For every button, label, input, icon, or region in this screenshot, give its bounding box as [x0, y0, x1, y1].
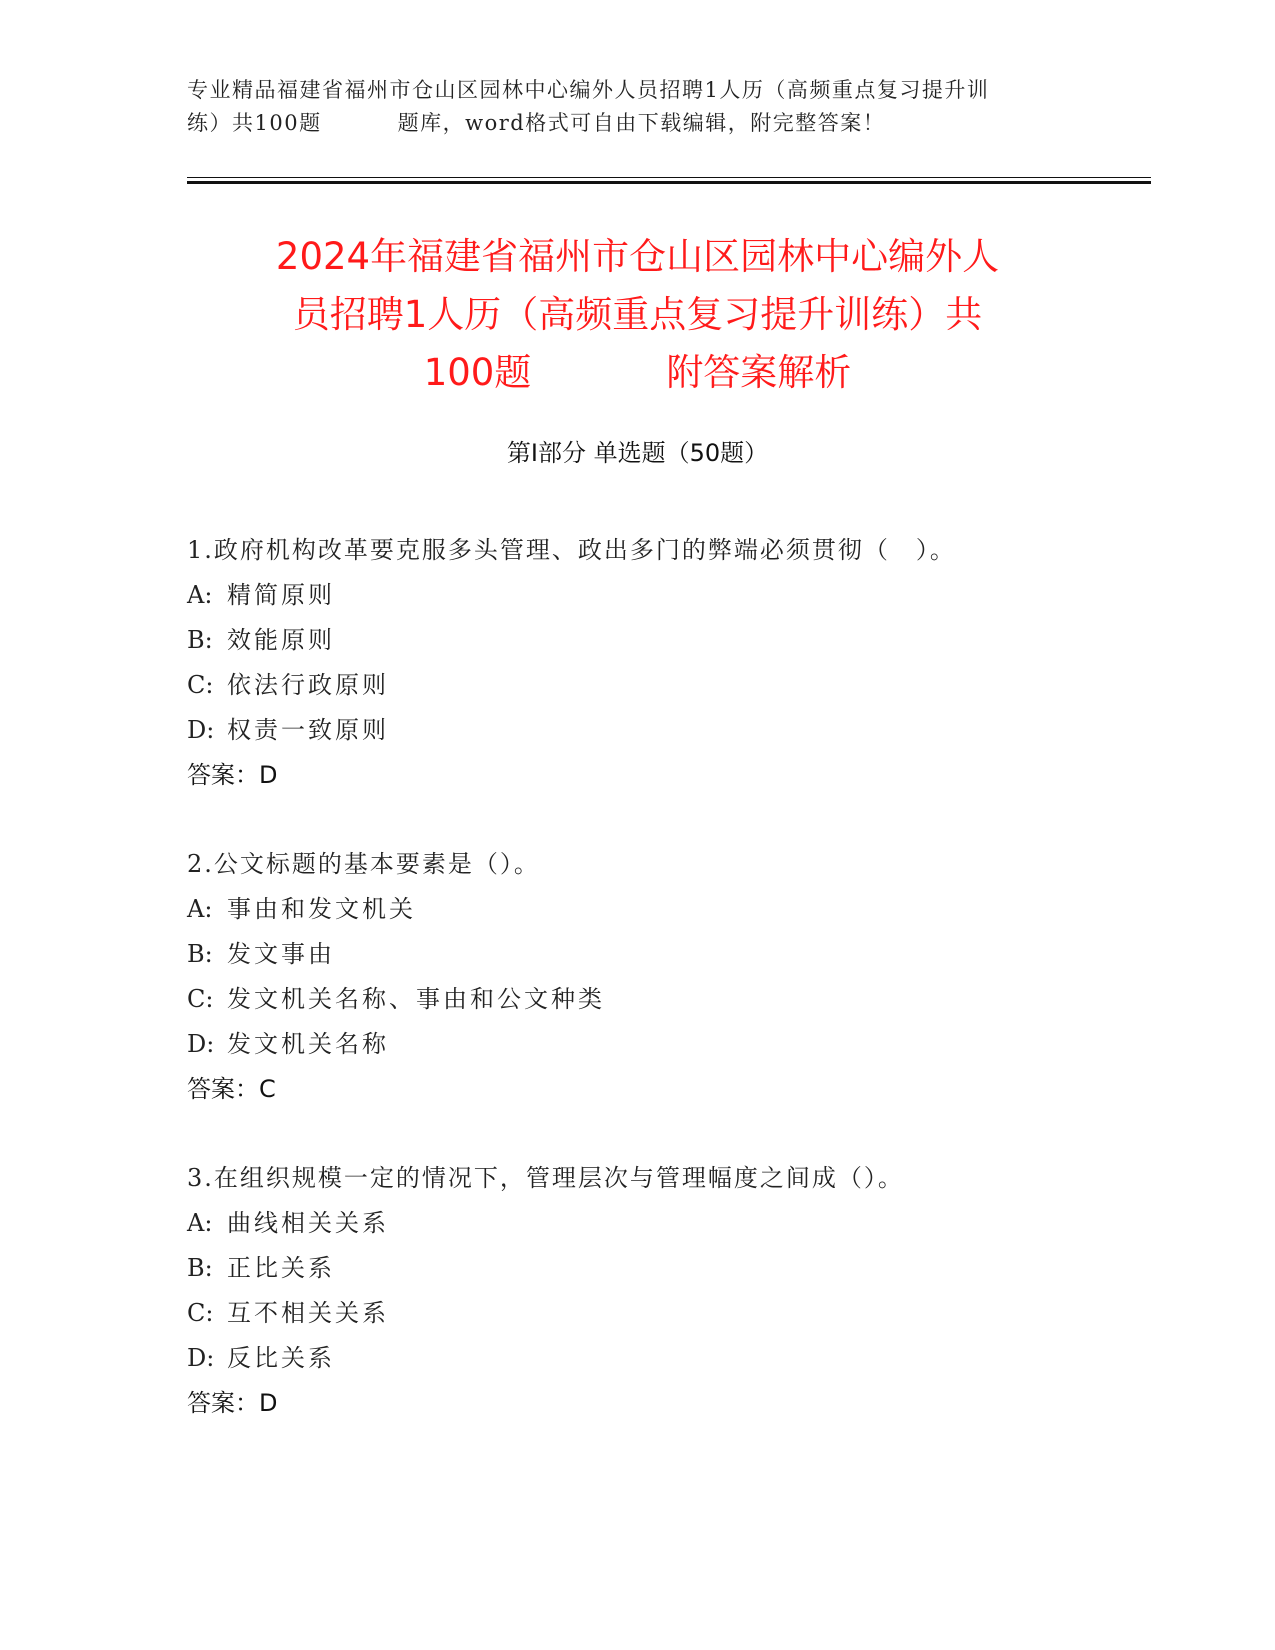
option-text: 反比关系: [227, 1344, 335, 1372]
option-key: C:: [187, 985, 214, 1013]
option-text: 互不相关关系: [227, 1299, 389, 1327]
option-text: 依法行政原则: [227, 671, 389, 699]
title-line-3-start: 100题: [423, 351, 532, 394]
option-b: [187, 618, 1127, 663]
question-stem: 2.公文标题的基本要素是（）。: [187, 850, 540, 878]
option-key: A:: [187, 581, 213, 609]
option-b: [187, 932, 1127, 977]
option-a: [187, 1201, 1127, 1246]
option-key: A:: [187, 895, 213, 923]
question-3: [187, 1156, 1127, 1426]
option-key: B:: [187, 626, 213, 654]
option-text: 发文事由: [227, 940, 335, 968]
title-line-3-end: 附答案解析: [666, 351, 852, 394]
option-b: [187, 1246, 1127, 1291]
option-c: [187, 1291, 1127, 1336]
option-text: 发文机关名称、事由和公文种类: [227, 985, 605, 1013]
option-key: C:: [187, 1299, 214, 1327]
answer: 答案：C: [187, 1075, 276, 1103]
option-key: C:: [187, 671, 214, 699]
question-stem: 3.在组织规模一定的情况下，管理层次与管理幅度之间成（）。: [187, 1164, 904, 1192]
title-line-2: 员招聘1人历（高频重点复习提升训练）共: [292, 293, 983, 336]
question-stem: 1.政府机构改革要克服多头管理、政出多门的弊端必须贯彻（ ）。: [187, 536, 956, 564]
option-key: B:: [187, 1254, 213, 1282]
question-list: [187, 528, 1127, 1470]
option-text: 事由和发文机关: [227, 895, 416, 923]
option-text: 曲线相关关系: [227, 1209, 389, 1237]
option-text: 精简原则: [227, 581, 335, 609]
answer: 答案：D: [187, 761, 278, 789]
section-title: 第Ⅰ部分 单选题（50题）: [506, 439, 769, 467]
option-key: B:: [187, 940, 213, 968]
option-c: [187, 663, 1127, 708]
header-divider-thick: [187, 181, 1151, 184]
option-a: [187, 887, 1127, 932]
header-note-line-2-start: 练）共100题: [187, 111, 322, 135]
header-note-line-2-end: 题库，word格式可自由下载编辑，附完整答案！: [397, 111, 886, 135]
option-text: 权责一致原则: [227, 716, 389, 744]
document-title: [150, 228, 1125, 402]
option-text: 效能原则: [227, 626, 335, 654]
header-note-line-2: [187, 107, 1087, 140]
option-d: [187, 1336, 1127, 1381]
header-note-line-1: 专业精品福建省福州市仓山区园林中心编外人员招聘1人历（高频重点复习提升训: [187, 78, 990, 102]
question-2: [187, 842, 1127, 1112]
header-note: [187, 74, 1087, 140]
header-divider-thin: [187, 177, 1151, 178]
answer: 答案：D: [187, 1389, 278, 1417]
question-1: [187, 528, 1127, 798]
option-text: 正比关系: [227, 1254, 335, 1282]
option-a: [187, 573, 1127, 618]
option-key: D:: [187, 1344, 215, 1372]
option-d: [187, 708, 1127, 753]
option-key: D:: [187, 716, 215, 744]
option-c: [187, 977, 1127, 1022]
option-d: [187, 1022, 1127, 1067]
option-key: D:: [187, 1030, 215, 1058]
title-line-3: [150, 344, 1125, 402]
option-key: A:: [187, 1209, 213, 1237]
option-text: 发文机关名称: [227, 1030, 389, 1058]
title-line-1: 2024年福建省福州市仓山区园林中心编外人: [275, 235, 1000, 278]
